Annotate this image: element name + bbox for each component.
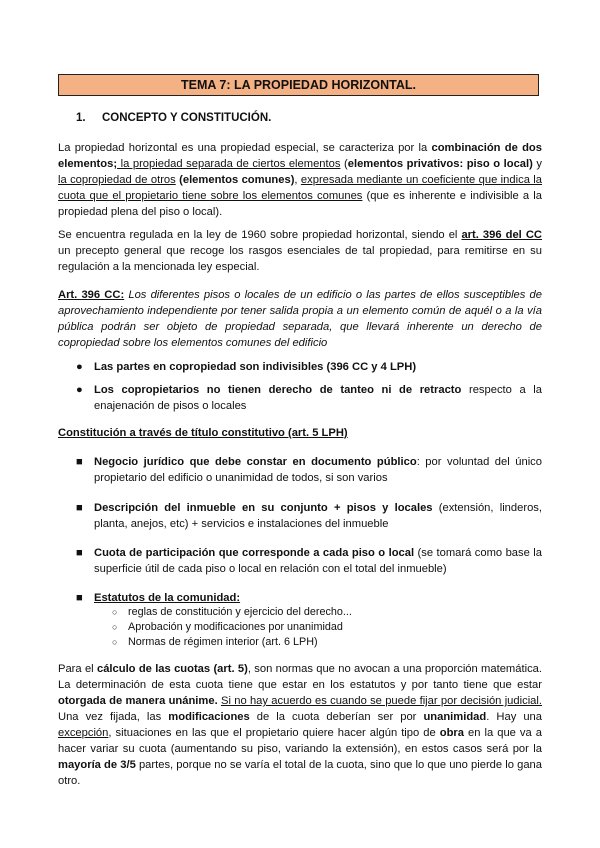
sub-bullet-text: reglas de constitución y ejercicio del derecho...: [128, 606, 352, 618]
bullet-text: : por voluntad del único propietario del edificio o unanimidad de todos, si son varios: [94, 456, 543, 484]
square-bullet-item-3: [76, 545, 542, 577]
text-run: y: [532, 158, 543, 170]
bold-run: combinación de dos elementos;: [58, 142, 542, 170]
bullet-bold-text: Estatutos de la comunidad:: [94, 592, 241, 604]
text-run: un precepto general que recoge los rasgos esenciales de tal propiedad, para remitirse en su regulación a la mencionada ley especial.: [58, 245, 542, 273]
circle-bullet-icon: ○: [112, 607, 118, 617]
text-run: en la que va a hacer variar su cuota (aumentando su piso, variando la extensión), en estos casos será por la: [58, 727, 543, 755]
sub-bullet-item-3: [112, 635, 318, 650]
sub-bullet-item-2: [112, 620, 343, 635]
paragraph-cuotas: [58, 661, 542, 789]
square-bullet-item-2: [76, 500, 542, 532]
constitucion-heading: Constitución a través de título constitutivo (art. 5 LPH): [58, 427, 348, 439]
bullet-item-2: [76, 382, 542, 414]
bold-run: elementos privativos: piso o local): [347, 158, 533, 170]
bullet-text: (extensión, linderos, planta, anejos, etc) + servicios e instalaciones del inmueble: [94, 502, 542, 530]
underlined-run: la copropiedad de otros: [58, 174, 176, 186]
text-run: La propiedad horizontal es una propiedad especial, se caracteriza por la: [58, 142, 432, 154]
paragraph-article-396: [58, 287, 542, 351]
section-label: CONCEPTO Y CONSTITUCIÓN.: [102, 112, 272, 124]
bullet-item-1: [76, 359, 542, 375]
text-run: , son normas que no avocan a una proporción matemática. La determinación de esta cuota tiene que estar en los estatutos y por tanto tiene que estar: [58, 663, 542, 691]
text-run: de la cuota deberían ser por: [249, 711, 424, 723]
square-bullet-item-4: [76, 590, 542, 606]
sub-bullet-text: Aprobación y modificaciones por unanimidad: [128, 621, 343, 633]
bold-run: (elementos comunes): [175, 174, 295, 186]
underlined-run: expresada mediante un coeficiente que indica la cuota que el propietario tiene sobre los elementos comunes: [58, 174, 543, 202]
text-run: . Hay una: [486, 711, 542, 723]
text-run: (: [340, 158, 348, 170]
bullet-bold-text: Los copropietarios no tienen derecho de tanteo ni de retracto: [94, 384, 462, 396]
bold-run: unanimidad: [423, 711, 487, 723]
bullet-bold-text: Las partes en copropiedad son indivisibles (396 CC y 4 LPH): [94, 361, 417, 373]
section-heading-1: [76, 112, 271, 124]
sub-bullet-text: Normas de régimen interior (art. 6 LPH): [128, 636, 318, 648]
underlined-run: Si no hay acuerdo es cuando se puede fijar por decisión judicial.: [220, 695, 543, 707]
section-number: 1.: [76, 112, 86, 124]
circle-bullet-icon: ○: [112, 622, 118, 632]
bold-run: obra: [439, 727, 464, 739]
underlined-run: excepción: [58, 727, 109, 739]
paragraph-regulation: [58, 227, 542, 275]
square-bullet-icon: ■: [76, 592, 83, 604]
text-run: (que es inherente e indivisible a la propiedad plena del piso o local).: [58, 190, 542, 218]
bullet-text: (se tomará como base la superficie útil de cada piso o local en relación con el total del inmueble): [94, 547, 542, 575]
text-run: ,: [294, 174, 301, 186]
paragraph-definition: [58, 140, 542, 220]
bold-run: cálculo de las cuotas (art. 5): [96, 663, 248, 675]
bullet-dot-icon: ●: [76, 384, 83, 396]
bullet-text: respecto a la enajenación de pisos o locales: [94, 384, 542, 412]
square-bullet-icon: ■: [76, 456, 83, 468]
sub-bullet-item-1: [112, 605, 352, 620]
text-run: partes, porque no se varía el total de la cuota, sino que lo que uno pierde lo gana otro.: [58, 759, 542, 787]
circle-bullet-icon: ○: [112, 637, 118, 647]
article-reference: Art. 396 CC:: [58, 289, 125, 301]
text-run: Una vez fijada, las: [58, 711, 169, 723]
bold-run: otorgada de manera unánime.: [58, 695, 218, 707]
bold-run: modificaciones: [168, 711, 250, 723]
square-bullet-item-1: [76, 454, 542, 486]
italic-quote: Los diferentes pisos o locales de un edificio o las partes de ellos susceptibles de aprovechamiento independiente por tener salida propia a un elemento común de aquél o a la vía pública podrán ser objeto de propiedad separada, que llevará inherente un derecho de copropiedad sobre los elementos comunes del edificio: [58, 289, 542, 349]
bullet-bold-text: Descripción del inmueble en su conjunto + pisos y locales: [94, 502, 433, 514]
bold-underlined-run: art. 396 del CC: [461, 229, 542, 241]
square-bullet-icon: ■: [76, 547, 83, 559]
text-run: , situaciones en las que el propietario quiere hacer algún tipo de: [108, 727, 440, 739]
text-run: Para el: [58, 663, 97, 675]
square-bullet-icon: ■: [76, 502, 83, 514]
underlined-run: la propiedad separada de ciertos elementos: [117, 158, 341, 170]
bullet-dot-icon: ●: [76, 361, 83, 373]
bold-run: mayoría de 3/5: [58, 759, 136, 771]
text-run: Se encuentra regulada en la ley de 1960 sobre propiedad horizontal, siendo el: [58, 229, 462, 241]
page-title: TEMA 7: LA PROPIEDAD HORIZONTAL.: [58, 74, 539, 96]
bullet-bold-text: Negocio jurídico que debe constar en documento público: [94, 456, 417, 468]
bullet-bold-text: Cuota de participación que corresponde a cada piso o local: [94, 547, 415, 559]
